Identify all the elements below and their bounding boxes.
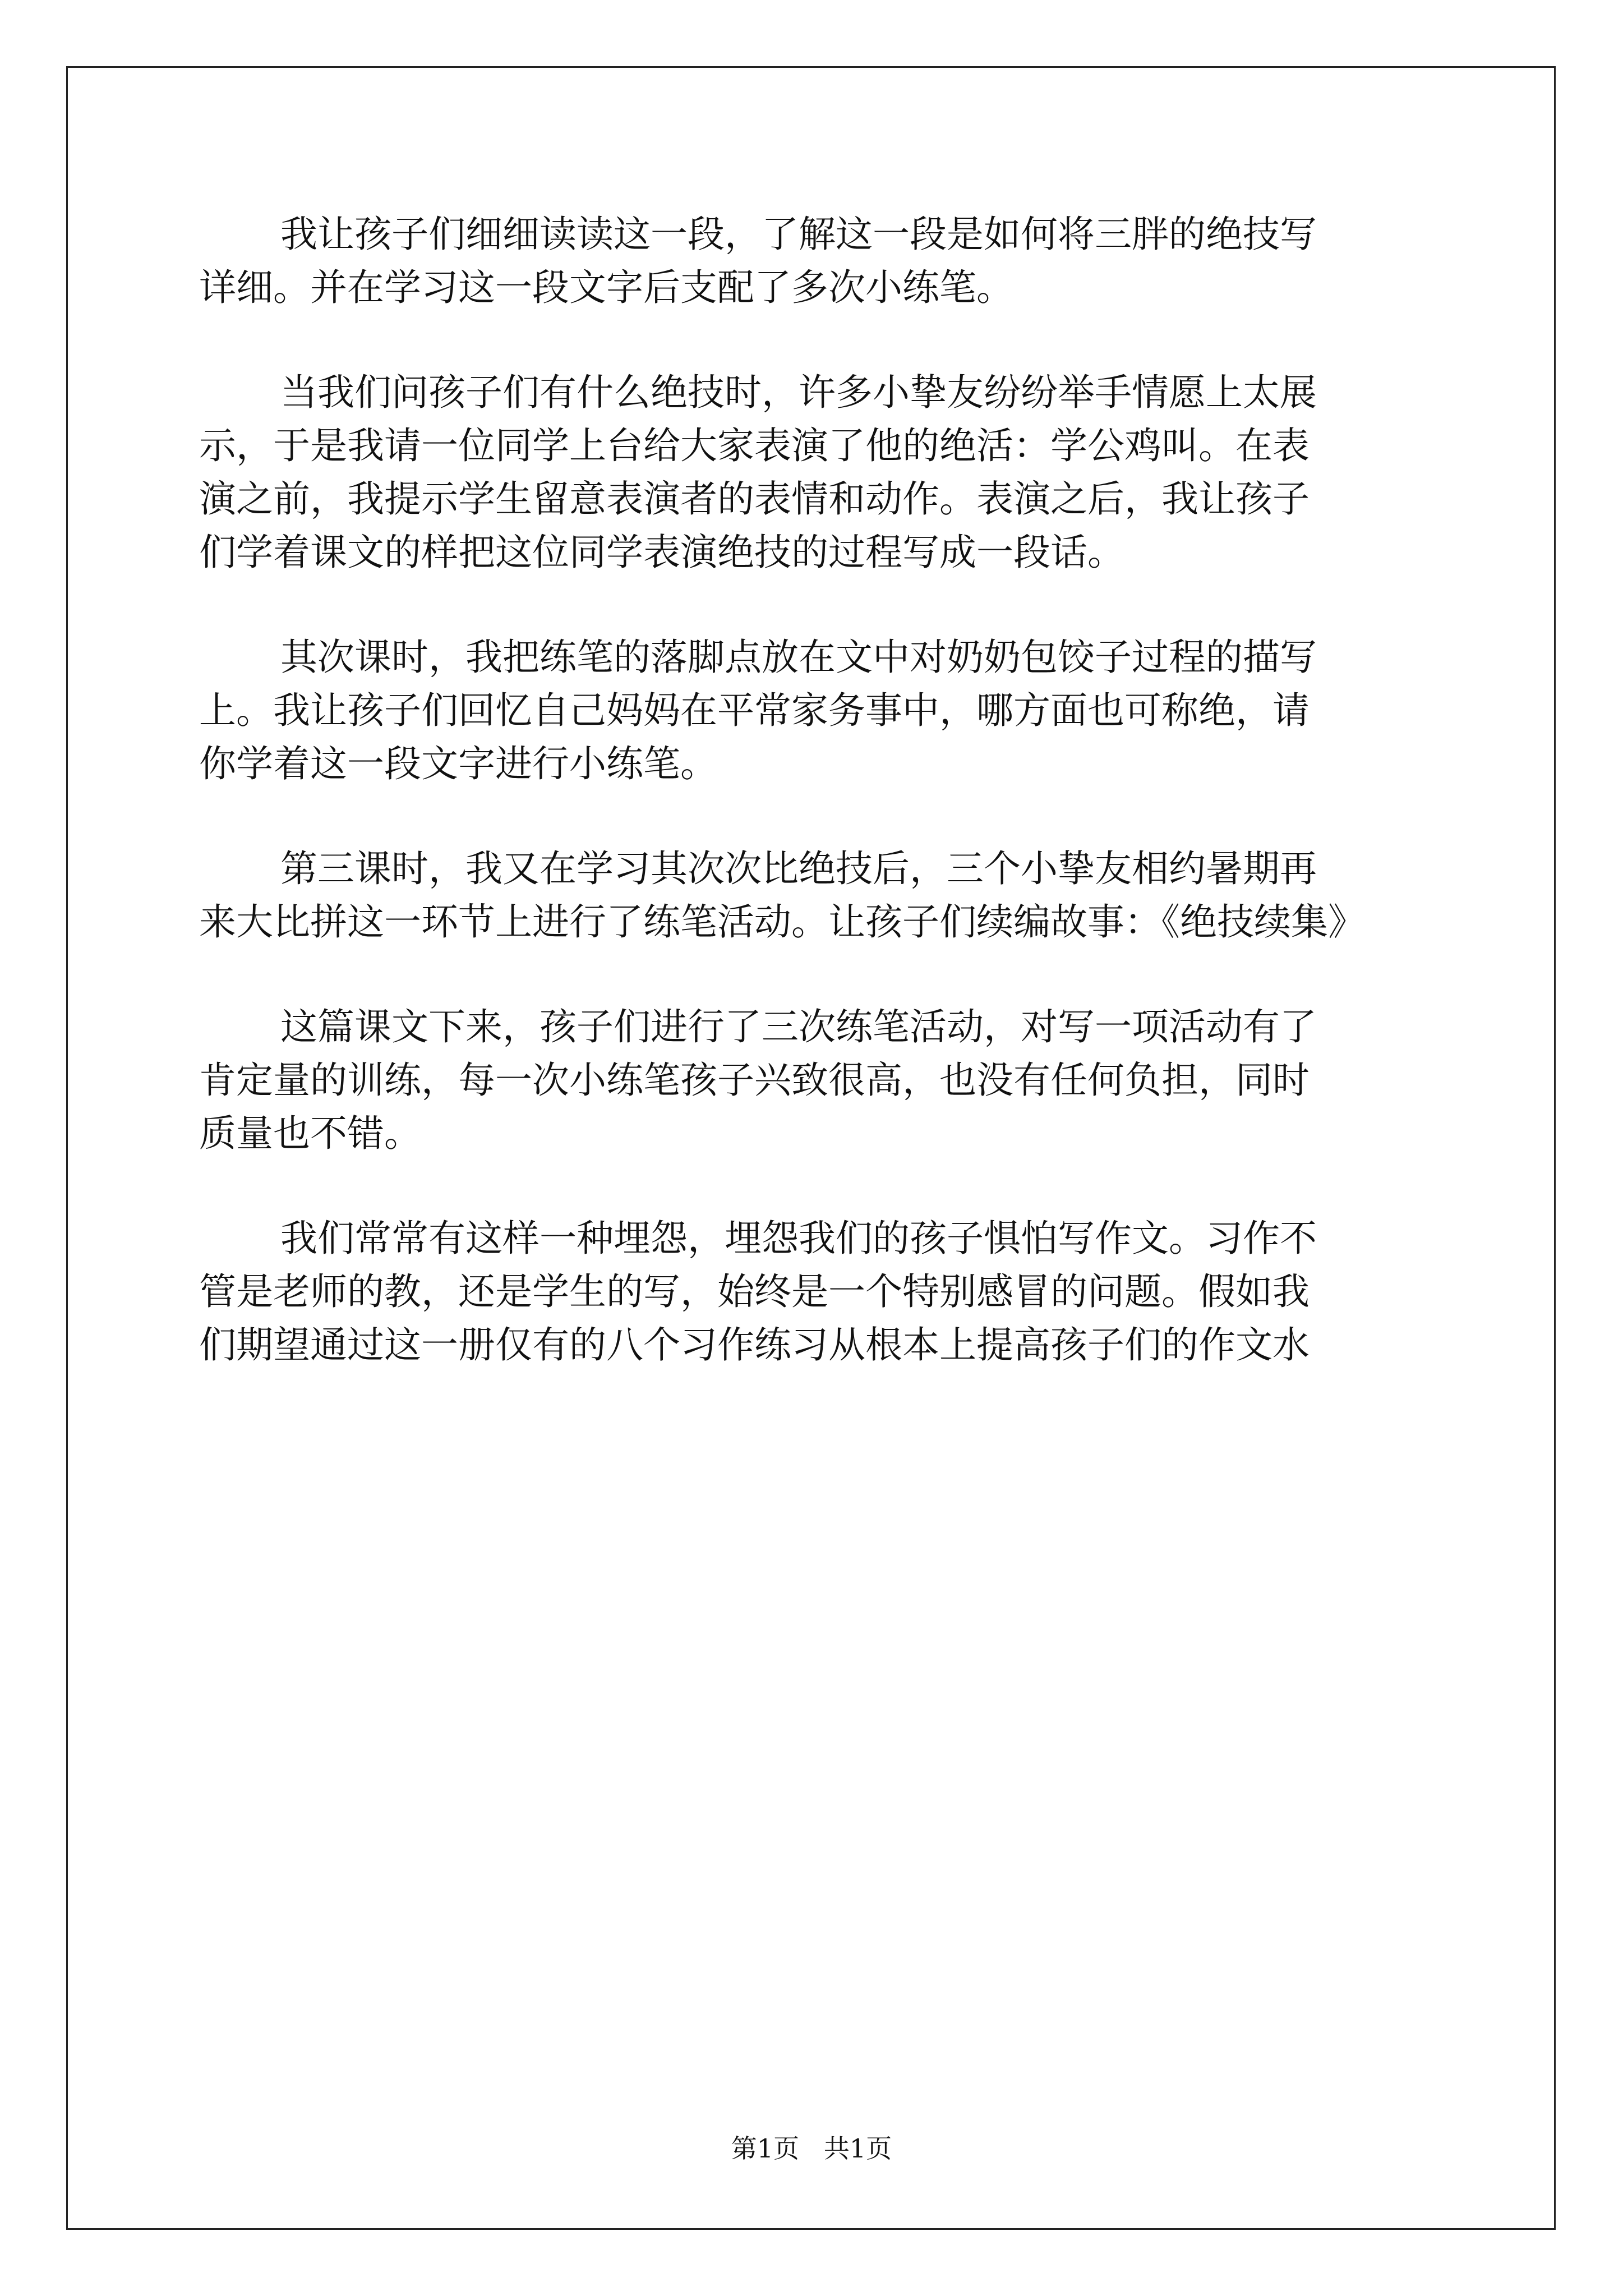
paragraph-line: 们期望通过这一册仅有的八个习作练习从根本上提高孩子们的作文水	[199, 1323, 1310, 1366]
paragraph-line: 当我们问孩子们有什么绝技时，许多小挚友纷纷举手情愿上太展	[280, 371, 1317, 414]
paragraph-line: 我让孩子们细细读读这一段，了解这一段是如何将三胖的绝技写	[280, 213, 1317, 256]
paragraph-line: 们学着课文的样把这位同学表演绝技的过程写成一段话。	[199, 531, 1124, 574]
paragraph-4	[199, 842, 1427, 949]
paragraph-line: 质量也不错。	[199, 1112, 421, 1155]
paragraph-3	[199, 631, 1427, 790]
document-body	[199, 208, 1427, 1372]
paragraph-line: 管是老师的教，还是学生的写，始终是一个特别感冒的问题。假如我	[199, 1270, 1310, 1313]
paragraph-line: 第三课时，我又在学习其次次比绝技后，三个小挚友相约暑期再	[280, 847, 1317, 890]
paragraph-line: 详细。并在学习这一段文字后支配了多次小练笔。	[199, 266, 1013, 309]
paragraph-line: 上。我让孩子们回忆自己妈妈在平常家务事中，哪方面也可称绝，请	[199, 689, 1310, 732]
paragraph-line: 肯定量的训练，每一次小练笔孩子兴致很高，也没有任何负担，同时	[199, 1059, 1310, 1102]
paragraph-line: 来大比拼这一环节上进行了练笔活动。让孩子们续编故事：《绝技续集》	[199, 900, 1365, 944]
paragraph-line: 这篇课文下来，孩子们进行了三次练笔活动，对写一项活动有了	[280, 1005, 1317, 1048]
paragraph-line: 我们常常有这样一种埋怨，埋怨我们的孩子惧怕写作文。习作不	[280, 1217, 1317, 1260]
paragraph-5	[199, 1000, 1427, 1160]
paragraph-line: 其次课时，我把练笔的落脚点放在文中对奶奶包饺子过程的描写	[280, 636, 1317, 679]
page-footer: 第1页 共1页	[731, 2133, 892, 2164]
paragraph-2	[199, 366, 1427, 579]
paragraph-6	[199, 1212, 1427, 1372]
paragraph-line: 你学着这一段文字进行小练笔。	[199, 742, 717, 785]
paragraph-line: 演之前，我提示学生留意表演者的表情和动作。表演之后，我让孩子	[199, 477, 1310, 521]
paragraph-line: 示，于是我请一位同学上台给大家表演了他的绝活：学公鸡叫。在表	[199, 424, 1310, 467]
paragraph-1	[199, 208, 1427, 314]
